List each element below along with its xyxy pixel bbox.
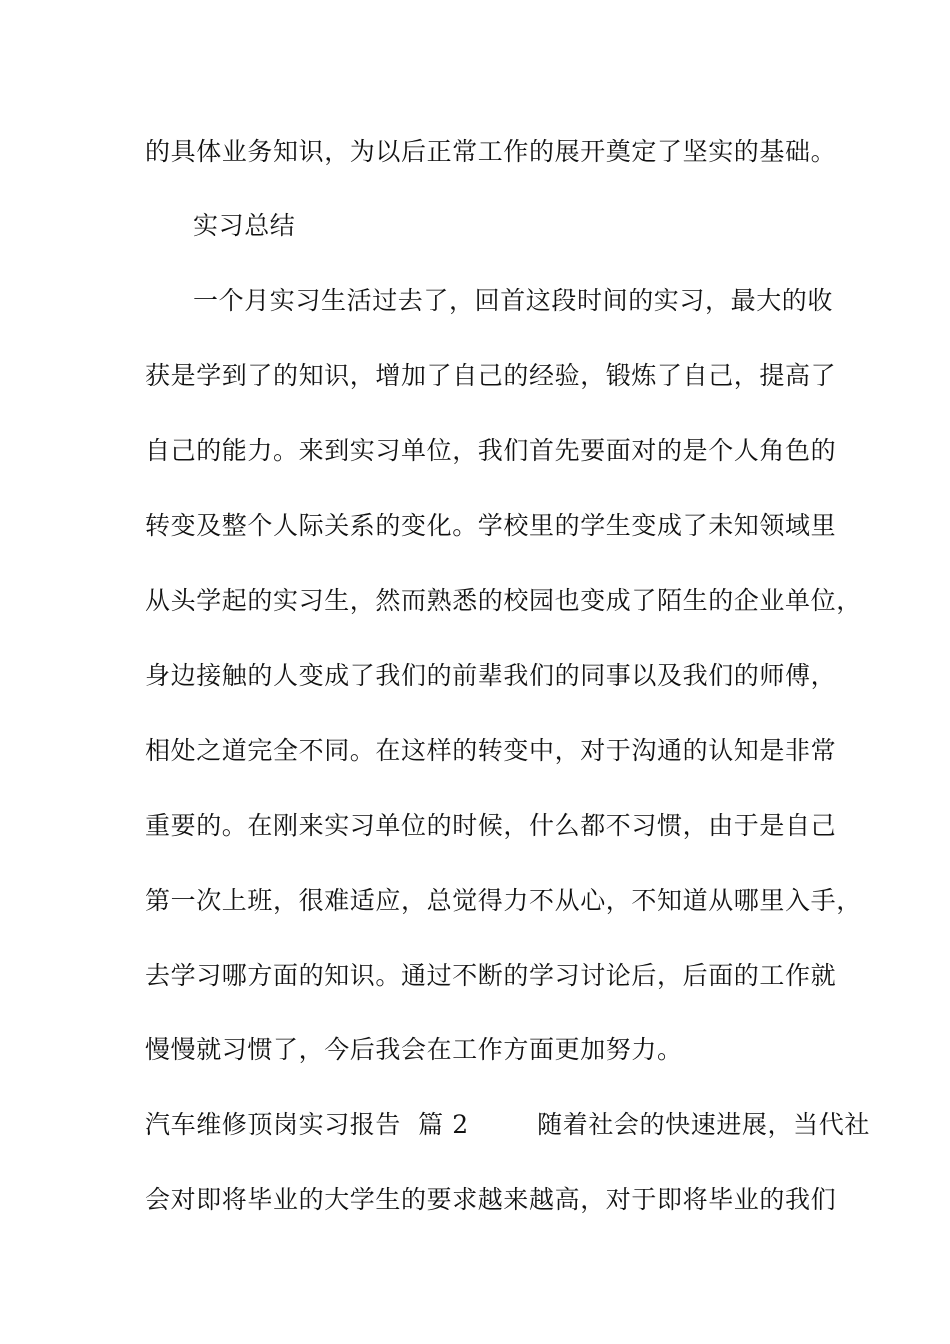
paragraph-line: 一个月实习生活过去了，回首这段时间的实习，最大的收: [193, 286, 834, 315]
section-heading: 实习总结: [193, 211, 296, 240]
paragraph-line: 自己的能力。来到实习单位，我们首先要面对的是个人角色的: [145, 436, 837, 465]
report-title-line: 汽车维修顶岗实习报告 篇 2 随着社会的快速进展，当代社: [145, 1110, 870, 1139]
paragraph-line: 相处之道完全不同。在这样的转变中，对于沟通的认知是非常: [145, 736, 837, 765]
paragraph-line: 转变及整个人际关系的变化。学校里的学生变成了未知领域里: [145, 511, 837, 540]
paragraph-line: 去学习哪方面的知识。通过不断的学习讨论后，后面的工作就: [145, 961, 837, 990]
paragraph-line: 获是学到了的知识，增加了自己的经验，锻炼了自己，提高了: [145, 361, 837, 390]
paragraph-line: 第一次上班，很难适应，总觉得力不从心，不知道从哪里入手，: [145, 886, 862, 915]
paragraph-line: 从头学起的实习生，然而熟悉的校园也变成了陌生的企业单位，: [145, 586, 862, 615]
paragraph-line: 的具体业务知识，为以后正常工作的展开奠定了坚实的基础。: [145, 137, 837, 166]
paragraph-line: 重要的。在刚来实习单位的时候，什么都不习惯，由于是自己: [145, 811, 837, 840]
paragraph-line: 会对即将毕业的大学生的要求越来越高，对于即将毕业的我们: [145, 1185, 837, 1214]
paragraph-line: 慢慢就习惯了，今后我会在工作方面更加努力。: [145, 1035, 683, 1064]
paragraph-line: 身边接触的人变成了我们的前辈我们的同事以及我们的师傅，: [145, 661, 837, 690]
